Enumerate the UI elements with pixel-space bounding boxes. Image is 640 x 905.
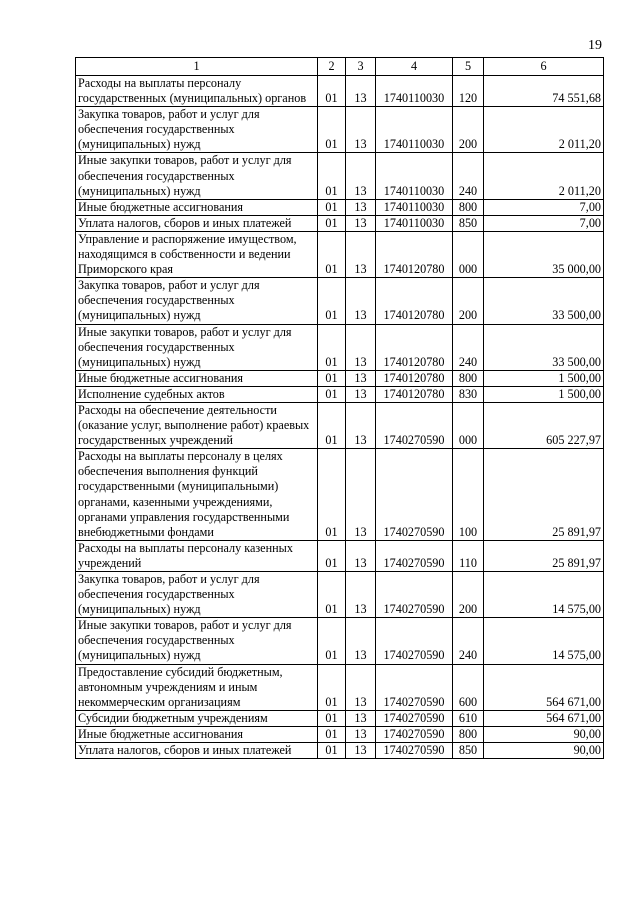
expense-type-cell: 200: [453, 278, 484, 324]
amount-cell: 25 891,97: [484, 540, 604, 571]
row-name-cell: Закупка товаров, работ и услуг для обеспечения государственных (муниципальных) нужд: [76, 107, 318, 153]
subsection-code-cell: 13: [346, 618, 376, 664]
section-code-cell: 01: [318, 402, 346, 448]
amount-cell: 33 500,00: [484, 324, 604, 370]
expense-type-cell: 800: [453, 199, 484, 215]
table-row: [76, 743, 604, 759]
section-code-cell: 01: [318, 107, 346, 153]
expense-type-cell: 600: [453, 664, 484, 710]
row-name-cell: Расходы на выплаты персоналу государственных (муниципальных) органов: [76, 76, 318, 107]
column-header: 1: [76, 58, 318, 76]
subsection-code-cell: 13: [346, 76, 376, 107]
amount-cell: 1 500,00: [484, 386, 604, 402]
section-code-cell: 01: [318, 572, 346, 618]
row-name-cell: Иные бюджетные ассигнования: [76, 726, 318, 742]
row-name-cell: Расходы на выплаты персоналу в целях обеспечения выполнения функций государственными (муниципальными) органами, казенными учреждениями, органами управления государственными внебюджетными фондами: [76, 449, 318, 541]
amount-cell: 90,00: [484, 743, 604, 759]
target-article-cell: 1740270590: [376, 664, 453, 710]
column-header: 6: [484, 58, 604, 76]
table-row: [76, 710, 604, 726]
subsection-code-cell: 13: [346, 572, 376, 618]
table-row: [76, 278, 604, 324]
section-code-cell: 01: [318, 76, 346, 107]
target-article-cell: 1740270590: [376, 726, 453, 742]
expense-type-cell: 100: [453, 449, 484, 541]
section-code-cell: 01: [318, 618, 346, 664]
section-code-cell: 01: [318, 540, 346, 571]
row-name-cell: Закупка товаров, работ и услуг для обеспечения государственных (муниципальных) нужд: [76, 278, 318, 324]
row-name-cell: Иные закупки товаров, работ и услуг для обеспечения государственных (муниципальных) нужд: [76, 324, 318, 370]
target-article-cell: 1740120780: [376, 231, 453, 277]
subsection-code-cell: 13: [346, 386, 376, 402]
table-row: [76, 618, 604, 664]
section-code-cell: 01: [318, 324, 346, 370]
amount-cell: 2 011,20: [484, 153, 604, 199]
section-code-cell: 01: [318, 153, 346, 199]
expense-type-cell: 240: [453, 618, 484, 664]
table-row: [76, 402, 604, 448]
table-row: [76, 664, 604, 710]
section-code-cell: 01: [318, 449, 346, 541]
subsection-code-cell: 13: [346, 743, 376, 759]
target-article-cell: 1740120780: [376, 370, 453, 386]
expense-type-cell: 830: [453, 386, 484, 402]
section-code-cell: 01: [318, 231, 346, 277]
expense-type-cell: 200: [453, 572, 484, 618]
table-row: [76, 370, 604, 386]
amount-cell: 33 500,00: [484, 278, 604, 324]
row-name-cell: Уплата налогов, сборов и иных платежей: [76, 215, 318, 231]
row-name-cell: Уплата налогов, сборов и иных платежей: [76, 743, 318, 759]
row-name-cell: Предоставление субсидий бюджетным, автономным учреждениям и иным некоммерческим организациям: [76, 664, 318, 710]
subsection-code-cell: 13: [346, 726, 376, 742]
subsection-code-cell: 13: [346, 107, 376, 153]
subsection-code-cell: 13: [346, 664, 376, 710]
subsection-code-cell: 13: [346, 215, 376, 231]
table-row: [76, 199, 604, 215]
target-article-cell: 1740120780: [376, 324, 453, 370]
row-name-cell: Иные закупки товаров, работ и услуг для обеспечения государственных (муниципальных) нужд: [76, 618, 318, 664]
expense-type-cell: 850: [453, 743, 484, 759]
amount-cell: 2 011,20: [484, 107, 604, 153]
section-code-cell: 01: [318, 710, 346, 726]
table-row: [76, 324, 604, 370]
target-article-cell: 1740270590: [376, 402, 453, 448]
column-header: 2: [318, 58, 346, 76]
subsection-code-cell: 13: [346, 710, 376, 726]
target-article-cell: 1740110030: [376, 153, 453, 199]
expense-type-cell: 800: [453, 726, 484, 742]
section-code-cell: 01: [318, 199, 346, 215]
page-number: 19: [588, 38, 602, 53]
subsection-code-cell: 13: [346, 370, 376, 386]
amount-cell: 7,00: [484, 215, 604, 231]
row-name-cell: Исполнение судебных актов: [76, 386, 318, 402]
section-code-cell: 01: [318, 215, 346, 231]
subsection-code-cell: 13: [346, 231, 376, 277]
expense-type-cell: 110: [453, 540, 484, 571]
expense-type-cell: 120: [453, 76, 484, 107]
subsection-code-cell: 13: [346, 153, 376, 199]
row-name-cell: Расходы на обеспечение деятельности (оказание услуг, выполнение работ) краевых государственных учреждений: [76, 402, 318, 448]
section-code-cell: 01: [318, 726, 346, 742]
target-article-cell: 1740110030: [376, 215, 453, 231]
target-article-cell: 1740270590: [376, 540, 453, 571]
amount-cell: 564 671,00: [484, 710, 604, 726]
target-article-cell: 1740120780: [376, 278, 453, 324]
row-name-cell: Иные бюджетные ассигнования: [76, 370, 318, 386]
table-row: [76, 540, 604, 571]
header-row: [76, 58, 604, 76]
expense-type-cell: 240: [453, 324, 484, 370]
section-code-cell: 01: [318, 278, 346, 324]
amount-cell: 35 000,00: [484, 231, 604, 277]
row-name-cell: Расходы на выплаты персоналу казенных учреждений: [76, 540, 318, 571]
table-row: [76, 386, 604, 402]
expense-type-cell: 000: [453, 402, 484, 448]
table-row: [76, 107, 604, 153]
amount-cell: 25 891,97: [484, 449, 604, 541]
expense-type-cell: 200: [453, 107, 484, 153]
table-row: [76, 231, 604, 277]
row-name-cell: Закупка товаров, работ и услуг для обеспечения государственных (муниципальных) нужд: [76, 572, 318, 618]
subsection-code-cell: 13: [346, 278, 376, 324]
row-name-cell: Иные закупки товаров, работ и услуг для обеспечения государственных (муниципальных) нужд: [76, 153, 318, 199]
target-article-cell: 1740110030: [376, 199, 453, 215]
amount-cell: 14 575,00: [484, 618, 604, 664]
row-name-cell: Управление и распоряжение имуществом, находящимся в собственности и ведении Приморского края: [76, 231, 318, 277]
subsection-code-cell: 13: [346, 540, 376, 571]
subsection-code-cell: 13: [346, 449, 376, 541]
subsection-code-cell: 13: [346, 199, 376, 215]
expense-type-cell: 240: [453, 153, 484, 199]
target-article-cell: 1740270590: [376, 449, 453, 541]
expense-type-cell: 000: [453, 231, 484, 277]
budget-table: [75, 57, 604, 759]
subsection-code-cell: 13: [346, 402, 376, 448]
target-article-cell: 1740110030: [376, 107, 453, 153]
table-row: [76, 449, 604, 541]
column-header: 5: [453, 58, 484, 76]
amount-cell: 605 227,97: [484, 402, 604, 448]
column-header: 4: [376, 58, 453, 76]
target-article-cell: 1740270590: [376, 743, 453, 759]
table-row: [76, 572, 604, 618]
target-article-cell: 1740270590: [376, 710, 453, 726]
amount-cell: 14 575,00: [484, 572, 604, 618]
amount-cell: 564 671,00: [484, 664, 604, 710]
amount-cell: 7,00: [484, 199, 604, 215]
section-code-cell: 01: [318, 743, 346, 759]
target-article-cell: 1740110030: [376, 76, 453, 107]
row-name-cell: Иные бюджетные ассигнования: [76, 199, 318, 215]
target-article-cell: 1740120780: [376, 386, 453, 402]
target-article-cell: 1740270590: [376, 618, 453, 664]
table-row: [76, 726, 604, 742]
table-row: [76, 153, 604, 199]
table-row: [76, 76, 604, 107]
expense-type-cell: 850: [453, 215, 484, 231]
column-header: 3: [346, 58, 376, 76]
section-code-cell: 01: [318, 664, 346, 710]
expense-type-cell: 610: [453, 710, 484, 726]
table-row: [76, 215, 604, 231]
section-code-cell: 01: [318, 370, 346, 386]
subsection-code-cell: 13: [346, 324, 376, 370]
target-article-cell: 1740270590: [376, 572, 453, 618]
expense-type-cell: 800: [453, 370, 484, 386]
section-code-cell: 01: [318, 386, 346, 402]
row-name-cell: Субсидии бюджетным учреждениям: [76, 710, 318, 726]
amount-cell: 1 500,00: [484, 370, 604, 386]
amount-cell: 90,00: [484, 726, 604, 742]
amount-cell: 74 551,68: [484, 76, 604, 107]
